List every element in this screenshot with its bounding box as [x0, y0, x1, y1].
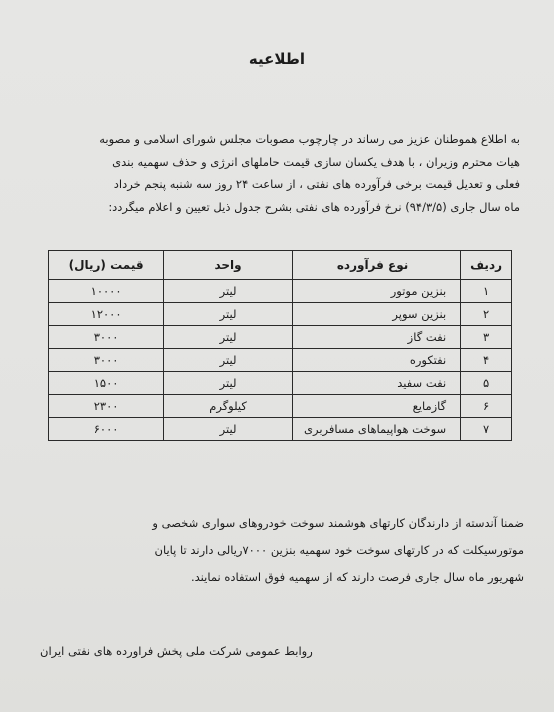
intro-line: ماه سال جاری (۹۴/۳/۵) نرخ فرآورده های نفتی بشرح جدول ذیل تعیین و اعلام میگردد:	[108, 199, 520, 214]
cell-row-number: ۷	[461, 418, 512, 441]
cell-product: گازمایع	[292, 395, 460, 418]
cell-unit: لیتر	[164, 349, 293, 372]
header-row-number: ردیف	[461, 251, 512, 280]
cell-unit: لیتر	[164, 280, 293, 303]
cell-row-number: ۱	[461, 280, 512, 303]
intro-line: هیات محترم وزیران ، با هدف یکسان سازی قیمت حاملهای انرژی و حذف سهمیه بندی	[112, 154, 520, 169]
cell-price: ۳۰۰۰	[49, 326, 164, 349]
note-paragraph	[32, 510, 524, 591]
cell-product: بنزین سوپر	[292, 303, 460, 326]
cell-unit: لیتر	[164, 303, 293, 326]
cell-row-number: ۲	[461, 303, 512, 326]
header-product: نوع فرآورده	[292, 251, 460, 280]
cell-product: بنزین موتور	[292, 280, 460, 303]
cell-price: ۲۳۰۰	[49, 395, 164, 418]
intro-line: به اطلاع هموطنان عزیز می رساند در چارچوب مصوبات مجلس شورای اسلامی و مصوبه	[99, 132, 520, 146]
cell-product: نفت گاز	[292, 326, 460, 349]
cell-price: ۱۰۰۰۰	[49, 280, 164, 303]
cell-unit: لیتر	[164, 326, 293, 349]
intro-paragraph	[30, 128, 520, 218]
cell-price: ۳۰۰۰	[49, 349, 164, 372]
cell-product: نفتکوره	[292, 349, 460, 372]
cell-unit: کیلوگرم	[164, 395, 293, 418]
note-line: شهریور ماه سال جاری فرصت دارند که از سهمیه فوق استفاده نمایند.	[190, 570, 524, 584]
fuel-price-table	[48, 250, 512, 441]
table-row	[49, 418, 512, 441]
signature: روابط عمومی شرکت ملی پخش فراورده های نفتی ایران	[40, 644, 313, 658]
cell-unit: لیتر	[164, 418, 293, 441]
cell-unit: لیتر	[164, 372, 293, 395]
cell-product: سوخت هواپیماهای مسافربری	[292, 418, 460, 441]
cell-price: ۶۰۰۰	[49, 418, 164, 441]
table-row	[49, 395, 512, 418]
cell-row-number: ۶	[461, 395, 512, 418]
cell-price: ۱۵۰۰	[49, 372, 164, 395]
table-row	[49, 372, 512, 395]
table-row	[49, 326, 512, 349]
cell-row-number: ۵	[461, 372, 512, 395]
intro-line: فعلی و تعدیل قیمت برخی فرآورده های نفتی ، از ساعت ۲۴ روز سه شنبه پنجم خرداد	[113, 177, 520, 191]
table-row	[49, 349, 512, 372]
note-line: موتورسیکلت که در کارتهای سوخت خود سهمیه بنزین ۷۰۰۰ریالی دارند تا پایان	[154, 543, 524, 557]
note-line: ضمنا آندسته از دارندگان کارتهای هوشمند سوخت خودروهای سواری شخصی و	[152, 516, 524, 530]
cell-row-number: ۳	[461, 326, 512, 349]
cell-product: نفت سفید	[292, 372, 460, 395]
header-price: قیمت (ریال)	[49, 251, 164, 280]
table-row	[49, 303, 512, 326]
notice-title: اطلاعیه	[248, 50, 306, 68]
table-header-row	[49, 251, 512, 280]
header-unit: واحد	[164, 251, 293, 280]
table-row	[49, 280, 512, 303]
cell-row-number: ۴	[461, 349, 512, 372]
cell-price: ۱۲۰۰۰	[49, 303, 164, 326]
